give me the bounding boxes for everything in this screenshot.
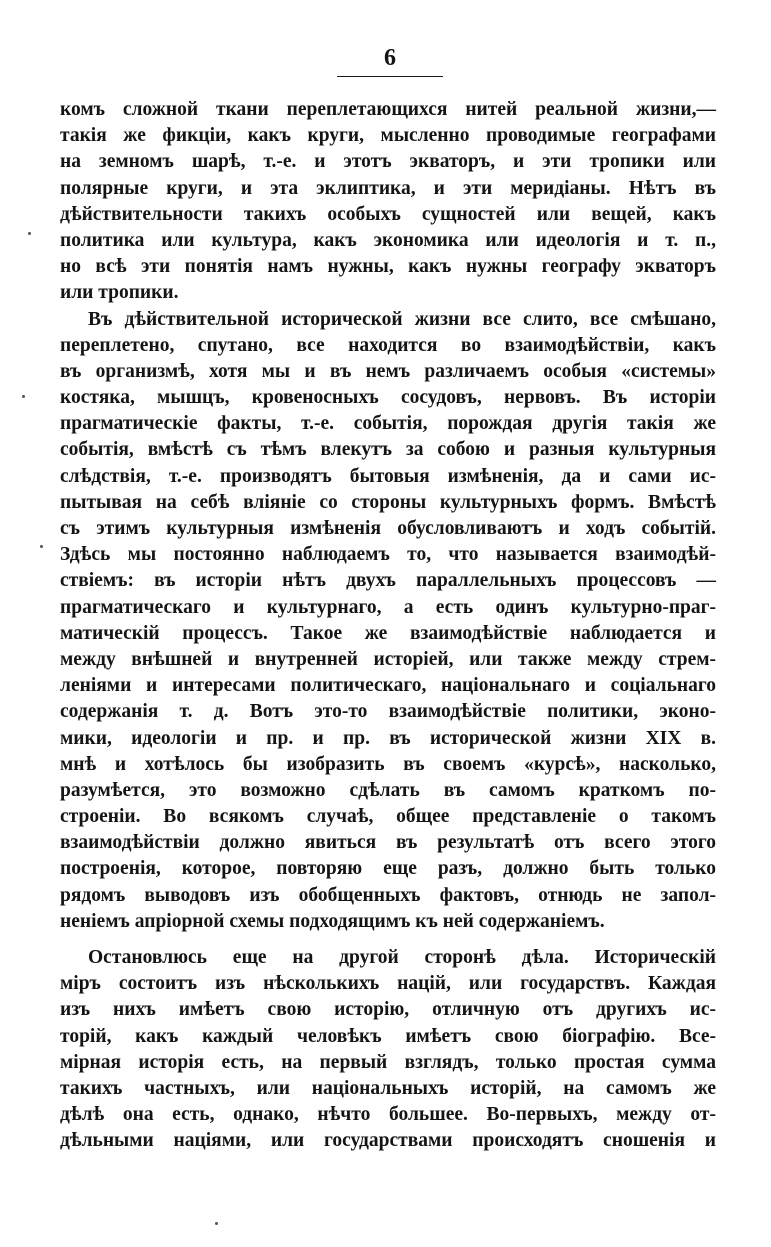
scan-speck [28,232,31,235]
body-text [60,97,716,1155]
text-line: прагматическаго и культурнаго, а есть одинъ культурно-праг- [60,596,716,618]
text-line: міръ состоитъ изъ нѣсколькихъ націй, или государствъ. Каждая [60,973,716,995]
text-line: мірная исторія есть, на первый взглядъ, только простая сумма [60,1051,716,1073]
text-line: въ организмѣ, хотя мы и въ немъ различаемъ особыя «системы» [60,360,716,382]
text-line: леніями и интересами политическаго, національнаго и соціальнаго [60,675,716,697]
text-line: торій, какъ каждый человѣкъ имѣетъ свою біографію. Все- [60,1025,716,1047]
text-line: матическій процессъ. Такое же взаимодѣйствіе наблюдается и [60,622,716,644]
text-line: слѣдствія, т.-е. производятъ бытовыя измѣненія, да и сами ис- [60,465,716,487]
text-line: изъ нихъ имѣетъ свою исторію, отличную отъ другихъ ис- [60,999,716,1021]
text-line: такія же фикціи, какъ круги, мысленно проводимые географами [60,125,716,147]
text-line: комъ сложной ткани переплетающихся нитей реальной жизни,— [60,99,716,120]
text-line: неніемъ апріорной схемы подходящимъ къ ней содержаніемъ. [60,910,605,932]
text-line: событія, вмѣстѣ съ тѣмъ влекутъ за собою и разныя культурныя [60,439,716,461]
text-line: разумѣется, это возможно сдѣлать въ самомъ краткомъ по- [60,779,716,801]
page-number-rule [337,76,443,77]
text-line: взаимодѣйствіи должно явиться въ результатѣ отъ всего этого [60,832,716,854]
scan-speck [40,545,43,548]
text-line: дѣлѣ она есть, однако, нѣчто большее. Во-первыхъ, между от- [60,1104,716,1126]
text-line: съ этимъ культурныя измѣненія обусловливаютъ и ходъ событій. [60,518,716,539]
paragraph-gap [60,935,716,945]
text-line: костяка, мышцъ, кровеносныхъ сосудовъ, нервовъ. Въ исторіи [60,387,716,409]
text-line: содержанія т. д. Вотъ это-то взаимодѣйствіе политики, эконо- [60,701,716,723]
text-line: но всѣ эти понятія намъ нужны, какъ нужны географу экваторъ [60,256,716,278]
text-line: построенія, которое, повторяю еще разъ, должно быть только [60,858,716,880]
text-line: или тропики. [60,282,179,304]
text-line: пытывая на себѣ вліяніе со стороны культурныхъ формъ. Вмѣстѣ [60,491,716,513]
text-line: политика или культура, какъ экономика или идеологія и т. п., [60,229,716,251]
text-line: мнѣ и хотѣлось бы изобразить въ своемъ «курсѣ», насколько, [60,753,716,775]
scan-speck [22,395,25,398]
text-line: дѣльными націями, или государствами происходятъ сношенія и [60,1130,716,1152]
text-line: рядомъ выводовъ изъ обобщенныхъ фактовъ, отнюдь не запол- [60,884,716,906]
text-line: мики, идеологіи и пр. и пр. въ исторической жизни XIX в. [60,727,716,749]
scan-speck [215,1222,218,1225]
text-line: дѣйствительности такихъ особыхъ сущностей или вещей, какъ [60,203,716,225]
text-line: полярные круги, и эта эклиптика, и эти меридіаны. Нѣтъ въ [60,177,716,199]
text-line: на земномъ шарѣ, т.-е. и этотъ экваторъ, и эти тропики или [60,151,716,173]
text-line: Остановлюсь еще на другой сторонѣ дѣла. Историческій [88,947,716,968]
text-line: Здѣсь мы постоянно наблюдаемъ то, что называется взаимодѣй- [60,544,716,566]
text-line: Въ дѣйствительной исторической жизни все слито, все смѣшано, [88,308,716,330]
text-line: строеніи. Во всякомъ случаѣ, общее представленіе о такомъ [60,806,716,828]
text-line: ствіемъ: въ исторіи нѣтъ двухъ параллельныхъ процессовъ — [60,570,716,592]
paragraph [60,307,716,936]
text-line: прагматическіе факты, т.-е. событія, порождая другія такія же [60,413,716,435]
text-line: переплетено, спутано, все находится во взаимодѣйствіи, какъ [60,334,716,356]
paragraph [60,945,716,1155]
text-line: такихъ частныхъ, или національныхъ исторій, на самомъ же [60,1077,716,1099]
paragraph [60,97,716,307]
page-number: 6 [384,45,396,71]
text-line: между внѣшней и внутренней исторіей, или также между стрем- [60,648,716,670]
